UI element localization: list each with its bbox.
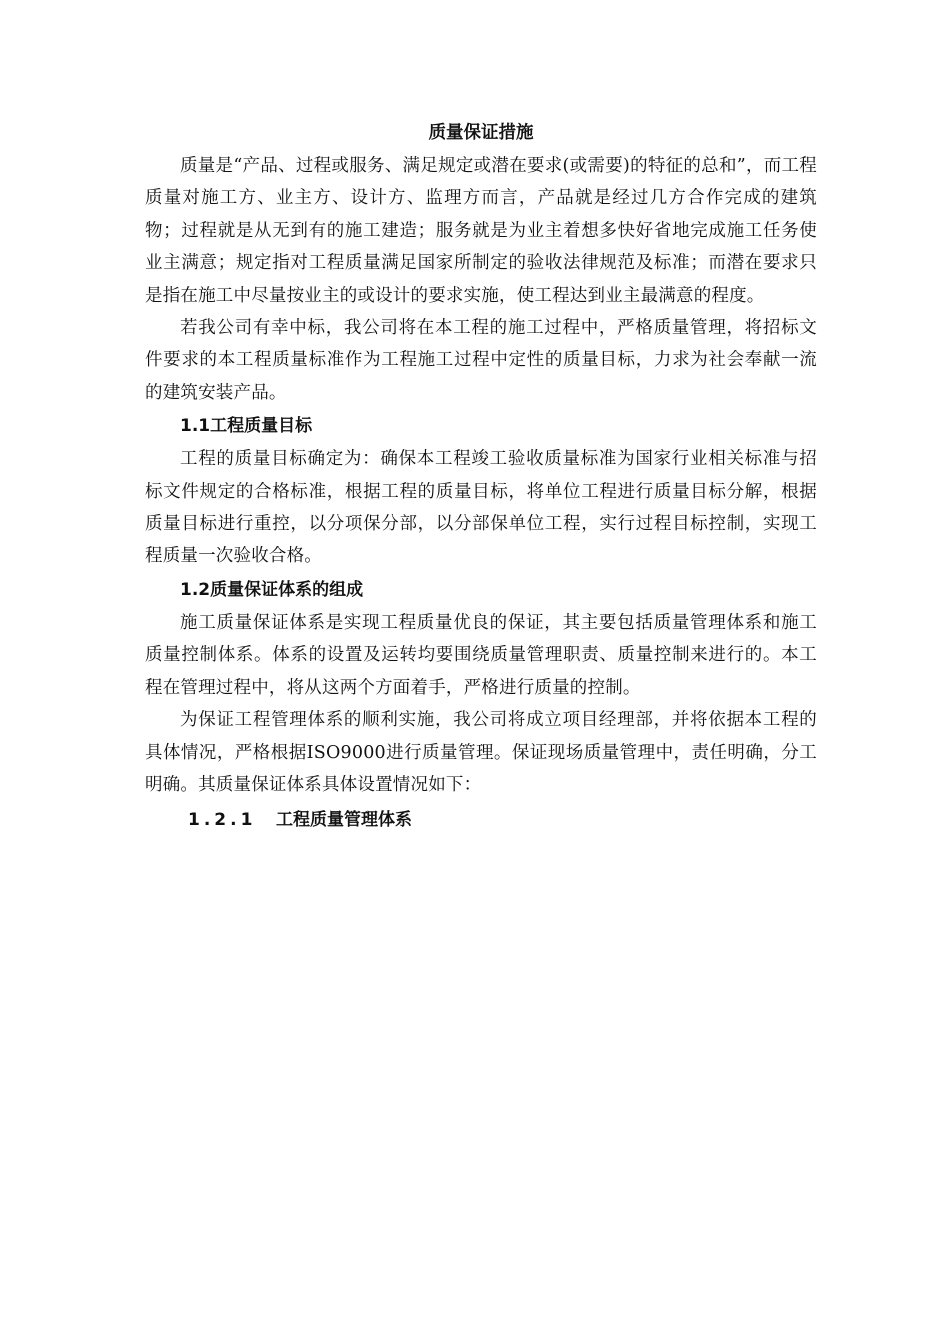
paragraph-implementation: 为保证工程管理体系的顺利实施，我公司将成立项目经理部，并将依据本工程的具体情况，严格根据ISO9000进行质量管理。保证现场质量管理中，责任明确，分工明确。其质量保证体系具体设置情况如下： — [145, 710, 817, 795]
subsection-heading-management-system — [145, 803, 817, 837]
section-heading-quality-goal: 1.1工程质量目标 — [180, 416, 313, 437]
section-heading-system-composition: 1.2质量保证体系的组成 — [180, 579, 364, 600]
paragraph-system-description: 施工质量保证体系是实现工程质量优良的保证，其主要包括质量管理体系和施工质量控制体系。体系的设置及运转均要围绕质量管理职责、质量控制来进行的。本工程在管理过程中，将从这两个方面着手，严格进行质量的控制。 — [145, 612, 817, 698]
paragraph-definition: 质量是“产品、过程或服务、满足规定或潜在要求(或需要)的特征的总和”，而工程质量对施工方、业主方、设计方、监理方而言，产品就是经过几方合作完成的建筑物；过程就是从无到有的施工建造；服务就是为业主着想多快好省地完成施工任务使业主满意；规定指对工程质量满足国家所制定的验收法律规范及标准；而潜在要求只是指在施工中尽量按业主的或设计的要求实施，使工程达到业主最满意的程度。 — [145, 156, 817, 306]
subsection-title: 工程质量管理体系 — [276, 810, 412, 831]
document-body — [145, 118, 817, 837]
page-title: 质量保证措施 — [428, 123, 534, 143]
subsection-number: 1.2.1 — [188, 810, 257, 831]
paragraph-quality-goal: 工程的质量目标确定为：确保本工程竣工验收质量标准为国家行业相关标准与招标文件规定的合格标准，根据工程的质量目标，将单位工程进行质量目标分解，根据质量目标进行重控，以分项保分部，以分部保单位工程，实行过程目标控制，实现工程质量一次验收合格。 — [145, 449, 817, 567]
paragraph-commitment: 若我公司有幸中标，我公司将在本工程的施工过程中，严格质量管理，将招标文件要求的本工程质量标准作为工程施工过程中定性的质量目标，力求为社会奉献一流的建筑安装产品。 — [145, 318, 817, 403]
